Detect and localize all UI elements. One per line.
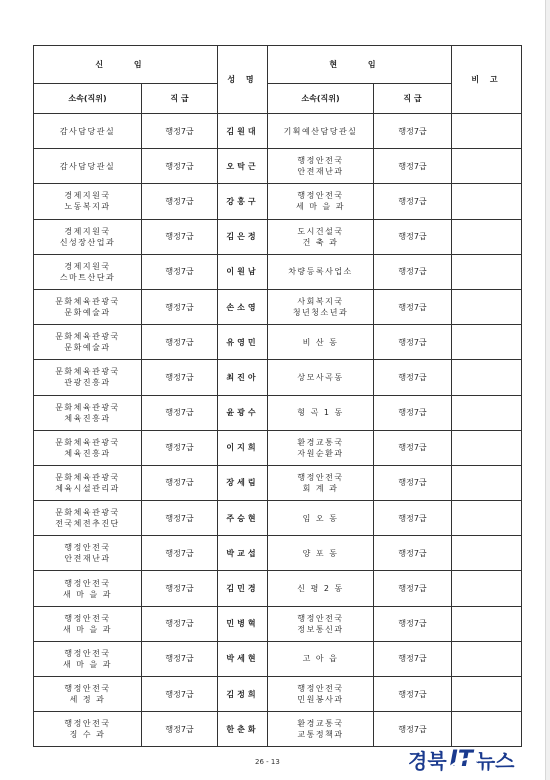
current-grade-cell: 행정7급 [374, 536, 452, 571]
new-unit-cell-line: 행정안전국 [64, 719, 111, 729]
new-grade-cell: 행정7급 [142, 114, 218, 149]
new-unit-cell [34, 289, 142, 324]
new-unit-cell-line: 체육진흥과 [64, 413, 111, 423]
new-grade-cell: 행정7급 [142, 149, 218, 184]
table-row [34, 395, 522, 430]
name-cell: 주승현 [218, 501, 268, 536]
remark-cell [452, 571, 522, 606]
current-grade-cell: 행정7급 [374, 114, 452, 149]
current-grade-cell: 행정7급 [374, 149, 452, 184]
new-unit-cell-line: 행정안전국 [64, 684, 111, 694]
name-cell: 김정희 [218, 677, 268, 712]
current-unit-cell [268, 501, 374, 536]
current-unit-cell-line: 행정안전국 [297, 684, 344, 694]
current-unit-cell [268, 606, 374, 641]
name-cell: 박교섭 [218, 536, 268, 571]
new-grade-cell: 행정7급 [142, 325, 218, 360]
header-name: 성 명 [218, 46, 268, 114]
current-unit-cell [268, 571, 374, 606]
new-unit-cell-line: 문화체육관광국 [55, 437, 120, 447]
new-unit-cell [34, 465, 142, 500]
new-unit-cell [34, 395, 142, 430]
table-row [34, 149, 522, 184]
current-unit-cell [268, 114, 374, 149]
new-unit-cell [34, 641, 142, 676]
new-unit-cell-line: 스마트산단과 [59, 272, 116, 282]
current-unit-cell [268, 149, 374, 184]
current-grade-cell: 행정7급 [374, 184, 452, 219]
new-unit-cell [34, 430, 142, 465]
new-grade-cell: 행정7급 [142, 571, 218, 606]
new-unit-cell-line: 문화체육관광국 [55, 297, 120, 307]
current-grade-cell: 행정7급 [374, 254, 452, 289]
current-unit-cell-line: 회 계 과 [302, 483, 339, 493]
logo-swoosh-icon [449, 757, 479, 771]
current-grade-cell: 행정7급 [374, 677, 452, 712]
current-unit-cell-line: 행정안전국 [297, 613, 344, 623]
table-row [34, 430, 522, 465]
header-current-grade: 직 급 [374, 84, 452, 114]
current-unit-cell-line: 행정안전국 [297, 191, 344, 201]
current-grade-cell: 행정7급 [374, 430, 452, 465]
personnel-table [33, 45, 522, 747]
remark-cell [452, 501, 522, 536]
new-unit-cell-line: 노동복지과 [64, 202, 111, 212]
current-grade-cell: 행정7급 [374, 395, 452, 430]
table-row [34, 325, 522, 360]
name-cell: 이지희 [218, 430, 268, 465]
new-unit-cell-line: 문화체육관광국 [55, 472, 120, 482]
table-row [34, 571, 522, 606]
new-grade-cell: 행정7급 [142, 289, 218, 324]
logo-it: IT [449, 746, 473, 772]
new-grade-cell: 행정7급 [142, 677, 218, 712]
remark-cell [452, 430, 522, 465]
table-row [34, 184, 522, 219]
new-unit-cell [34, 571, 142, 606]
current-unit-cell-line: 안전재난과 [297, 167, 344, 177]
new-unit-cell-line: 체육시설관리과 [55, 483, 120, 493]
name-cell: 김민경 [218, 571, 268, 606]
current-unit-cell [268, 254, 374, 289]
current-unit-cell-line: 신 평 2 동 [297, 584, 344, 594]
new-unit-cell [34, 677, 142, 712]
new-grade-cell: 행정7급 [142, 501, 218, 536]
table-row [34, 641, 522, 676]
current-grade-cell: 행정7급 [374, 712, 452, 747]
name-cell: 이원남 [218, 254, 268, 289]
remark-cell [452, 254, 522, 289]
current-unit-cell [268, 395, 374, 430]
new-unit-cell-line: 관광진흥과 [64, 378, 111, 388]
new-unit-cell-line: 행정안전국 [64, 648, 111, 658]
new-grade-cell: 행정7급 [142, 184, 218, 219]
current-unit-cell-line: 환경교통국 [297, 719, 344, 729]
name-cell: 윤광수 [218, 395, 268, 430]
new-unit-cell-line: 징 수 과 [69, 730, 106, 740]
current-unit-cell [268, 641, 374, 676]
page-number: 26 - 13 [255, 758, 280, 766]
news-logo [408, 744, 546, 774]
current-unit-cell [268, 184, 374, 219]
logo-suffix: 뉴스 [475, 748, 515, 773]
current-unit-cell-line: 자원순환과 [297, 448, 344, 458]
current-unit-cell-line: 양 포 동 [302, 548, 339, 558]
current-unit-cell [268, 536, 374, 571]
current-unit-cell-line: 상모사곡동 [297, 372, 344, 382]
current-unit-cell-line: 민원봉사과 [297, 695, 344, 705]
current-unit-cell-line: 사회복지국 [297, 297, 344, 307]
header-current-assignment: 현 임 [268, 46, 452, 84]
new-unit-cell-line: 체육진흥과 [64, 448, 111, 458]
new-grade-cell: 행정7급 [142, 465, 218, 500]
new-grade-cell: 행정7급 [142, 712, 218, 747]
current-unit-cell-line: 기획예산담당관실 [283, 126, 358, 136]
remark-cell [452, 677, 522, 712]
new-unit-cell [34, 254, 142, 289]
table-row [34, 501, 522, 536]
new-unit-cell-line: 전국체전추진단 [55, 519, 120, 529]
table-row [34, 465, 522, 500]
header-new-grade: 직 급 [142, 84, 218, 114]
remark-cell [452, 536, 522, 571]
remark-cell [452, 641, 522, 676]
new-unit-cell-line: 감사담당관실 [59, 126, 116, 136]
table-row [34, 536, 522, 571]
current-unit-cell-line: 교통정책과 [297, 730, 344, 740]
name-cell: 강홍구 [218, 184, 268, 219]
new-unit-cell [34, 325, 142, 360]
new-unit-cell-line: 문화예술과 [64, 308, 111, 318]
name-cell: 박세현 [218, 641, 268, 676]
new-grade-cell: 행정7급 [142, 606, 218, 641]
name-cell: 장세림 [218, 465, 268, 500]
header-new-assignment: 신 임 [34, 46, 218, 84]
name-cell: 오탁근 [218, 149, 268, 184]
table-row [34, 677, 522, 712]
new-unit-cell-line: 문화체육관광국 [55, 402, 120, 412]
remark-cell [452, 149, 522, 184]
new-unit-cell [34, 536, 142, 571]
header-remark: 비 고 [452, 46, 522, 114]
remark-cell [452, 360, 522, 395]
new-unit-cell [34, 712, 142, 747]
current-grade-cell: 행정7급 [374, 219, 452, 254]
new-grade-cell: 행정7급 [142, 641, 218, 676]
new-unit-cell [34, 501, 142, 536]
header-current-unit: 소속(직위) [268, 84, 374, 114]
new-unit-cell-line: 경제지원국 [64, 191, 111, 201]
table-row [34, 360, 522, 395]
current-grade-cell: 행정7급 [374, 501, 452, 536]
current-unit-cell [268, 712, 374, 747]
new-grade-cell: 행정7급 [142, 219, 218, 254]
new-unit-cell-line: 세 정 과 [69, 695, 106, 705]
current-unit-cell-line: 도시건설국 [297, 226, 344, 236]
table-row [34, 114, 522, 149]
name-cell: 유영민 [218, 325, 268, 360]
remark-cell [452, 606, 522, 641]
table-row [34, 289, 522, 324]
current-unit-cell-line: 환경교통국 [297, 437, 344, 447]
new-unit-cell [34, 219, 142, 254]
current-grade-cell: 행정7급 [374, 465, 452, 500]
logo-prefix: 경북 [408, 748, 447, 773]
current-unit-cell [268, 360, 374, 395]
name-cell: 민병혁 [218, 606, 268, 641]
current-unit-cell-line: 행정안전국 [297, 156, 344, 166]
current-unit-cell [268, 325, 374, 360]
name-cell: 손소영 [218, 289, 268, 324]
remark-cell [452, 465, 522, 500]
current-grade-cell: 행정7급 [374, 641, 452, 676]
remark-cell [452, 114, 522, 149]
new-unit-cell-line: 경제지원국 [64, 261, 111, 271]
new-grade-cell: 행정7급 [142, 360, 218, 395]
new-unit-cell-line: 문화체육관광국 [55, 367, 120, 377]
new-unit-cell-line: 감사담당관실 [59, 161, 116, 171]
new-unit-cell-line: 행정안전국 [64, 613, 111, 623]
current-unit-cell-line: 정보통신과 [297, 624, 344, 634]
name-cell: 최진아 [218, 360, 268, 395]
current-unit-cell [268, 219, 374, 254]
current-unit-cell-line: 차량등록사업소 [288, 267, 353, 277]
current-grade-cell: 행정7급 [374, 606, 452, 641]
current-grade-cell: 행정7급 [374, 325, 452, 360]
table-row [34, 606, 522, 641]
table-row [34, 219, 522, 254]
new-unit-cell [34, 360, 142, 395]
current-grade-cell: 행정7급 [374, 289, 452, 324]
remark-cell [452, 184, 522, 219]
new-unit-cell-line: 새 마 을 과 [62, 659, 113, 669]
new-grade-cell: 행정7급 [142, 254, 218, 289]
new-unit-cell-line: 경제지원국 [64, 226, 111, 236]
new-grade-cell: 행정7급 [142, 395, 218, 430]
current-unit-cell-line: 형 곡 1 동 [297, 408, 344, 418]
current-unit-cell-line: 행정안전국 [297, 472, 344, 482]
table-row [34, 712, 522, 747]
remark-cell [452, 289, 522, 324]
new-unit-cell-line: 문화체육관광국 [55, 332, 120, 342]
new-unit-cell-line: 행정안전국 [64, 543, 111, 553]
remark-cell [452, 395, 522, 430]
current-unit-cell-line: 비 산 동 [302, 337, 339, 347]
new-unit-cell [34, 606, 142, 641]
current-unit-cell-line: 임 오 동 [302, 513, 339, 523]
new-unit-cell [34, 184, 142, 219]
remark-cell [452, 325, 522, 360]
remark-cell [452, 219, 522, 254]
remark-cell [452, 712, 522, 747]
current-unit-cell [268, 289, 374, 324]
new-grade-cell: 행정7급 [142, 430, 218, 465]
new-grade-cell: 행정7급 [142, 536, 218, 571]
current-unit-cell-line: 세 마 을 과 [295, 202, 346, 212]
name-cell: 김원대 [218, 114, 268, 149]
new-unit-cell-line: 새 마 을 과 [62, 589, 113, 599]
current-unit-cell [268, 430, 374, 465]
table-body [34, 114, 522, 747]
new-unit-cell-line: 행정안전국 [64, 578, 111, 588]
new-unit-cell-line: 안전재난과 [64, 554, 111, 564]
new-unit-cell-line: 문화예술과 [64, 343, 111, 353]
name-cell: 한춘화 [218, 712, 268, 747]
new-unit-cell-line: 문화체육관광국 [55, 508, 120, 518]
header-new-unit: 소속(직위) [34, 84, 142, 114]
current-unit-cell-line: 고 아 읍 [302, 654, 339, 664]
name-cell: 김은정 [218, 219, 268, 254]
table-row [34, 254, 522, 289]
current-unit-cell [268, 677, 374, 712]
current-unit-cell [268, 465, 374, 500]
current-unit-cell-line: 건 축 과 [302, 237, 339, 247]
new-unit-cell [34, 149, 142, 184]
current-unit-cell-line: 청년청소년과 [292, 308, 349, 318]
current-grade-cell: 행정7급 [374, 571, 452, 606]
new-unit-cell [34, 114, 142, 149]
new-unit-cell-line: 신성장산업과 [59, 237, 116, 247]
new-unit-cell-line: 새 마 을 과 [62, 624, 113, 634]
current-grade-cell: 행정7급 [374, 360, 452, 395]
